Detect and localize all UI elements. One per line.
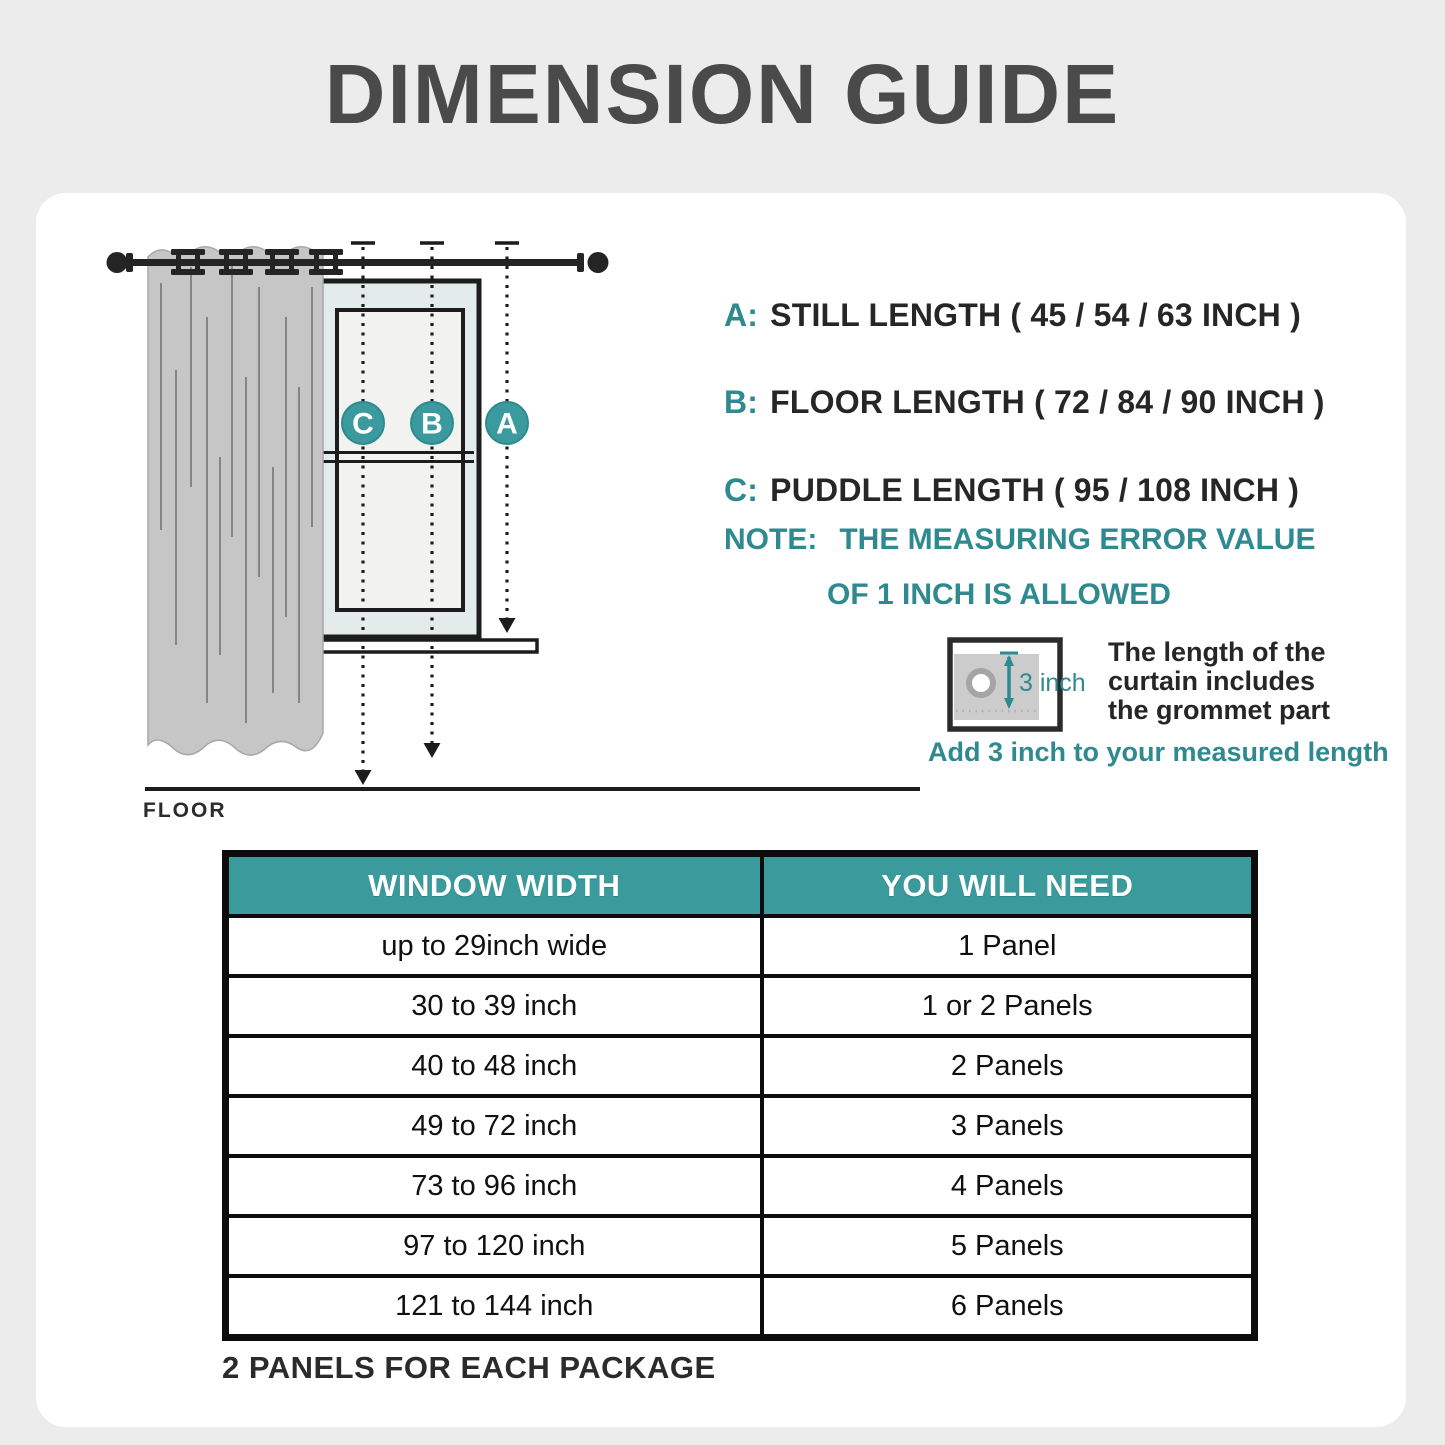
page-title: DIMENSION GUIDE [324,47,1121,141]
floor [143,789,920,822]
grommet-detail-diagram [946,634,1098,736]
header-window-width: WINDOW WIDTH [226,854,762,917]
panels-cell: 6 Panels [762,1276,1255,1338]
table-row [226,1036,1255,1096]
grommet-description [1108,638,1330,725]
panels-cell: 4 Panels [762,1156,1255,1216]
note-text-1: THE MEASURING ERROR VALUE [839,523,1316,556]
window-width-cell: 73 to 96 inch [226,1156,762,1216]
table-row [226,1156,1255,1216]
window-width-cell: 97 to 120 inch [226,1216,762,1276]
window-width-cell: 30 to 39 inch [226,976,762,1036]
spec-letter-c: C: [724,472,759,508]
grommet-description-line: the grommet part [1108,695,1331,725]
grommet-description-line: The length of the [1108,637,1326,667]
header-you-will-need: YOU WILL NEED [762,854,1255,917]
grommet-ring-icon [969,671,993,695]
table-row [226,976,1255,1036]
panels-cell: 1 or 2 Panels [762,976,1255,1036]
spec-text-b: FLOOR LENGTH ( 72 / 84 / 90 INCH ) [770,384,1325,420]
note-line-1 [724,523,1315,557]
note-label: NOTE: [724,523,818,556]
table-row [226,1096,1255,1156]
spec-still-length [724,297,1301,334]
panels-cell: 1 Panel [762,916,1255,976]
panels-cell: 2 Panels [762,1036,1255,1096]
grommet-tip: Add 3 inch to your measured length [928,737,1389,767]
note-line-2: OF 1 INCH IS ALLOWED [827,578,1171,611]
spec-puddle-length [724,472,1299,509]
spec-letter-b: B: [724,384,759,420]
marker-badge-B [411,402,453,444]
marker-badge-C [342,402,384,444]
window-illustration [289,281,537,652]
marker-badge-A [486,402,528,444]
marker-letter-A: A [496,407,518,441]
grommet-measure-label: 3 inch [1019,669,1086,697]
table-header-row [226,854,1255,917]
table-row [226,916,1255,976]
window-width-cell: 49 to 72 inch [226,1096,762,1156]
spec-floor-length [724,384,1325,421]
floor-label: FLOOR [143,799,227,822]
table-row [226,1216,1255,1276]
window-width-cell: 40 to 48 inch [226,1036,762,1096]
grommet-description-line: curtain includes [1108,666,1316,696]
window-width-cell: up to 29inch wide [226,916,762,976]
marker-letter-C: C [352,407,374,441]
panels-cell: 3 Panels [762,1096,1255,1156]
panel-size-table [222,850,1258,1341]
panels-cell: 5 Panels [762,1216,1255,1276]
marker-letter-B: B [421,407,443,441]
curtain-panel [148,247,323,755]
table-row [226,1276,1255,1338]
spec-text-a: STILL LENGTH ( 45 / 54 / 63 INCH ) [770,297,1301,333]
window-width-cell: 121 to 144 inch [226,1276,762,1338]
spec-text-c: PUDDLE LENGTH ( 95 / 108 INCH ) [770,472,1300,508]
package-note: 2 PANELS FOR EACH PACKAGE [222,1350,716,1385]
spec-letter-a: A: [724,297,759,333]
window-sill [289,640,537,652]
